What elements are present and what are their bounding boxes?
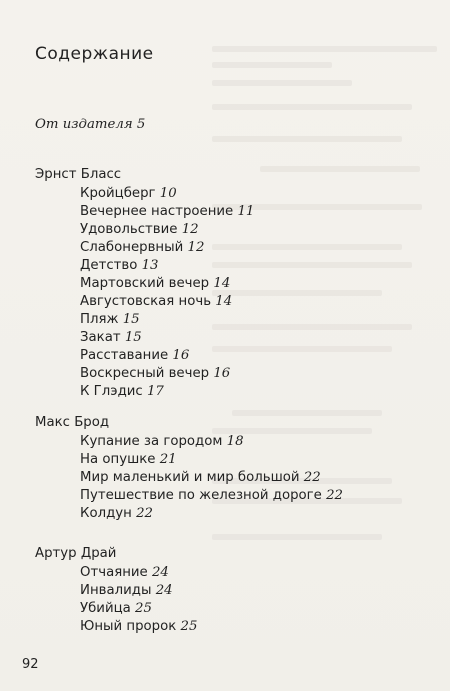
entry-title: Кройцберг	[80, 186, 156, 201]
toc-entry[interactable]	[80, 348, 189, 364]
entry-page-number: 5	[136, 117, 146, 132]
entry-title: На опушке	[80, 452, 156, 467]
entry-title: Путешествие по железной дороге	[80, 488, 322, 503]
entry-title: Детство	[80, 258, 138, 273]
toc-entry[interactable]	[80, 366, 230, 382]
entry-title: Пляж	[80, 312, 119, 327]
entry-page-number: 15	[122, 312, 140, 327]
toc-entry[interactable]	[80, 470, 321, 486]
entry-page-number: 24	[151, 565, 169, 580]
show-through	[260, 166, 420, 172]
toc-entry[interactable]	[80, 276, 230, 292]
toc-entry[interactable]	[80, 583, 173, 599]
show-through	[212, 136, 402, 142]
page-title: Содержание	[35, 44, 154, 64]
show-through	[212, 46, 437, 52]
entry-page-number: 16	[172, 348, 190, 363]
toc-entry[interactable]	[80, 330, 142, 346]
entry-title: Августовская ночь	[80, 294, 212, 309]
entry-page-number: 12	[181, 222, 199, 237]
entry-title: От издателя	[35, 117, 133, 132]
author-heading: Артур Драй	[35, 546, 117, 561]
entry-page-number: 21	[159, 452, 177, 467]
toc-entry[interactable]	[80, 186, 177, 202]
entry-title: Мир маленький и мир большой	[80, 470, 300, 485]
entry-page-number: 24	[155, 583, 173, 598]
entry-title: Закат	[80, 330, 121, 345]
toc-entry[interactable]	[80, 601, 152, 617]
entry-title: Слабонервный	[80, 240, 184, 255]
show-through	[212, 534, 382, 540]
entry-page-number: 15	[124, 330, 142, 345]
entry-title: Расставание	[80, 348, 169, 363]
author-heading: Эрнст Бласс	[35, 167, 122, 182]
entry-title: Колдун	[80, 506, 132, 521]
show-through	[232, 410, 382, 416]
entry-title: Вечернее настроение	[80, 204, 234, 219]
entry-page-number: 14	[213, 276, 231, 291]
toc-entry[interactable]	[80, 452, 177, 468]
entry-title: Воскресный вечер	[80, 366, 210, 381]
entry-title: Удовольствие	[80, 222, 178, 237]
toc-entry[interactable]	[80, 384, 164, 400]
toc-entry[interactable]	[80, 204, 254, 220]
entry-title: Отчаяние	[80, 565, 148, 580]
entry-title: Юный пророк	[80, 619, 177, 634]
toc-entry[interactable]	[80, 565, 169, 581]
publisher-entry[interactable]	[35, 117, 145, 133]
entry-page-number: 16	[213, 366, 231, 381]
entry-page-number: 25	[135, 601, 152, 616]
show-through	[212, 262, 412, 268]
entry-page-number: 10	[159, 186, 177, 201]
toc-entry[interactable]	[80, 294, 232, 310]
toc-entry[interactable]	[80, 434, 244, 450]
author-heading: Макс Брод	[35, 415, 110, 430]
entry-page-number: 12	[187, 240, 205, 255]
entry-page-number: 25	[180, 619, 198, 634]
show-through	[212, 62, 332, 68]
entry-title: Мартовский вечер	[80, 276, 210, 291]
page-number: 92	[22, 657, 39, 672]
show-through	[212, 80, 352, 86]
entry-title: Инвалиды	[80, 583, 152, 598]
toc-entry[interactable]	[80, 488, 343, 504]
show-through	[212, 324, 412, 330]
toc-entry[interactable]	[80, 240, 204, 256]
entry-page-number: 22	[326, 488, 343, 503]
show-through	[212, 244, 402, 250]
entry-page-number: 18	[226, 434, 244, 449]
show-through	[212, 346, 392, 352]
show-through	[212, 104, 412, 110]
entry-title: К Глэдис	[80, 384, 143, 399]
toc-entry[interactable]	[80, 506, 153, 522]
entry-page-number: 13	[141, 258, 159, 273]
show-through	[212, 290, 382, 296]
entry-title: Купание за городом	[80, 434, 223, 449]
toc-entry[interactable]	[80, 312, 140, 328]
toc-entry[interactable]	[80, 619, 197, 635]
entry-title: Убийца	[80, 601, 131, 616]
toc-entry[interactable]	[80, 222, 199, 238]
entry-page-number: 11	[237, 204, 255, 219]
entry-page-number: 14	[215, 294, 233, 309]
entry-page-number: 22	[136, 506, 153, 521]
entry-page-number: 17	[146, 384, 164, 399]
toc-entry[interactable]	[80, 258, 159, 274]
entry-page-number: 22	[303, 470, 321, 485]
